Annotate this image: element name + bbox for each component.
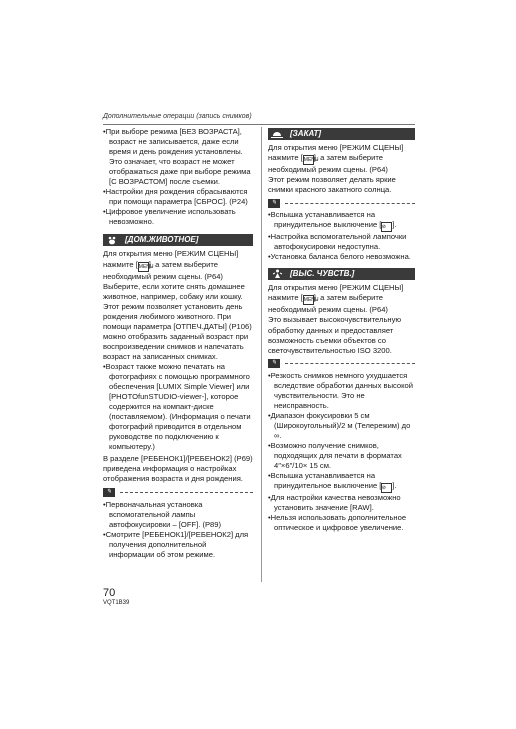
high-sensitivity-icon xyxy=(270,268,284,280)
pet-bullet: •Возраст также можно печатать на фотографиях с помощью программного обеспечения [LUMIX Simple Viewer] или [PHOTOfunSTUDIO-viewer-], которое содержится на компакт-диске (поставляемом). (Информация о печати фотографий приводится в отдельном руководстве по подключению к компьютеру.) xyxy=(103,361,251,452)
pet-section-title: [ДОМ.ЖИВОТНОЕ] xyxy=(125,235,199,245)
highsens-note-3: •Возможно получение снимков, подходящих для печати в форматах 4″×6″/10× 15 см. xyxy=(268,440,402,471)
sunset-section-title: [ЗАКАТ] xyxy=(290,129,322,138)
sunset-paragraph-2: Этот режим позволяет делать яркие снимки красного закатного солнца. xyxy=(268,175,396,195)
highsens-note-header xyxy=(268,359,415,369)
left-column xyxy=(103,127,253,560)
note-icon: ✎ xyxy=(268,359,280,368)
menu-key-icon: MENU xyxy=(303,157,319,164)
highsens-section-header xyxy=(268,268,415,280)
pet-paragraph-3: В разделе [РЕБЕНОК1]/[РЕБЕНОК2] (P69) приведена информация о настройках отображения возраста и дня рождения. xyxy=(103,454,253,484)
highsens-note-5: •Для настройки качества невозможно установить значение [RAW]. xyxy=(268,493,401,513)
flash-off-icon: ⊘ xyxy=(381,483,392,493)
note-dash-line xyxy=(120,492,253,493)
page-number: 70 xyxy=(103,587,116,599)
pet-paragraph-1: Для открытия меню [РЕЖИМ СЦЕНЫ] нажмите [MENU], а затем выберите необходимый режим сцены. (P64) xyxy=(103,249,239,281)
pet-note-2: •Смотрите [РЕБЕНОК1]/[РЕБЕНОК2] для получения дополнительной информации об этом режиме. xyxy=(103,529,249,559)
note-icon: ✎ xyxy=(103,488,115,497)
pet-paragraph-2: Выберите, если хотите снять домашнее животное, например, собаку или кошку. Этот режим позволяет установить день рождения любимого животного. При помощи параметра [ОТПЕЧ.ДАТЫ] (P106) можно отобразить заданный возраст при воспроизведении снимков и напечатать возраст на записанных снимках. xyxy=(103,281,252,361)
sunset-note-header xyxy=(268,198,415,208)
intro-bullet-2: •Настройки дня рождения сбрасываются при помощи параметра [СБРОС]. (P24) xyxy=(103,187,248,207)
menu-key-icon: MENU xyxy=(138,263,154,270)
highsens-paragraph-1: Для открытия меню [РЕЖИМ СЦЕНЫ] нажмите [MENU], а затем выберите необходимый режим сцены. (P64) xyxy=(268,283,404,315)
highsens-note-1: •Резкость снимков немного ухудшается вследствие обработки данных высокой чувствительности. Это не неисправность. xyxy=(268,370,414,410)
column-separator xyxy=(261,127,262,582)
highsens-note-flash: •Вспышка устанавливается на принудительное выключение [⊘ ]. xyxy=(268,471,397,492)
sunset-note-3: •Установка баланса белого невозможна. xyxy=(268,252,411,262)
highsens-section-title: [ВЫС. ЧУВСТВ.] xyxy=(290,269,355,279)
pet-note-1: •Первоначальная установка вспомогательной лампы автофокусировки – [OFF]. (P89) xyxy=(103,499,222,529)
sunset-note-2: •Настройка вспомогательной лампочки автофокусировки недоступна. xyxy=(268,232,407,252)
sunset-note-flash: •Вспышка устанавливается на принудительное выключение [⊘ ]. xyxy=(268,210,397,231)
menu-key-icon: MENU xyxy=(303,297,319,304)
intro-bullet-1: •При выборе режима [БЕЗ ВОЗРАСТА], возраст не записывается, даже если время и день рождения установлены. Это означает, что возраст не может отображаться даже при выборе режима [С ВОЗРАСТОМ] после съемки. xyxy=(103,127,251,187)
flash-off-icon: ⊘ xyxy=(381,222,392,232)
sunset-section-header xyxy=(268,128,415,140)
pet-section-header xyxy=(103,234,253,246)
note-dash-line xyxy=(285,203,415,204)
sunset-paragraph-1: Для открытия меню [РЕЖИМ СЦЕНЫ] нажмите [MENU], а затем выберите необходимый режим сцены. (P64) xyxy=(268,143,404,175)
highsens-paragraph-2: Это вызывает высокочувствительную обработку данных и предоставляет возможность съемки объектов со светочувствительностью ISO 3200. xyxy=(268,315,402,355)
note-icon: ✎ xyxy=(268,199,280,208)
pet-icon xyxy=(105,234,119,246)
highsens-note-2: •Диапазон фокусировки 5 см (Широкоугольный)/2 м (Телережим) до ∞. xyxy=(268,410,411,440)
note-dash-line xyxy=(285,363,415,364)
pet-note-header xyxy=(103,488,253,498)
sunset-icon xyxy=(270,128,284,140)
header-rule xyxy=(103,124,415,125)
page-header: Дополнительные операции (запись снимков) xyxy=(103,113,252,120)
intro-bullet-3: •Цифровое увеличение использовать невозможно. xyxy=(103,207,236,227)
right-column xyxy=(268,127,415,533)
document-code: VQT1B39 xyxy=(103,600,130,606)
highsens-note-6: •Нельзя использовать дополнительное оптическое и цифровое увеличение. xyxy=(268,513,407,533)
